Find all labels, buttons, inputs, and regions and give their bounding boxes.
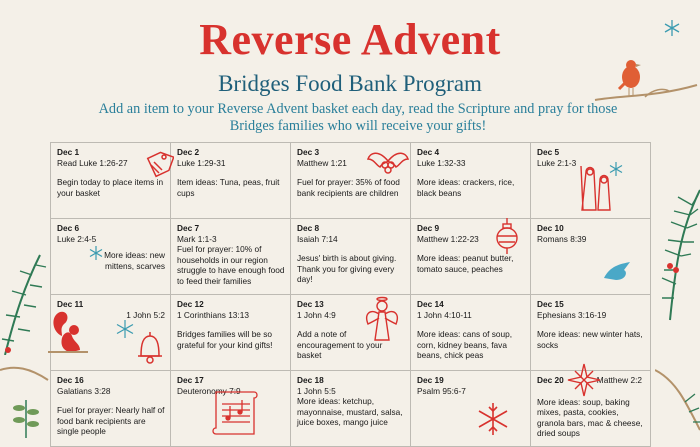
robin-on-branch-icon: [585, 55, 700, 115]
page-title: Reverse Advent: [199, 15, 501, 64]
calendar-day-label: Dec 10: [537, 223, 564, 233]
calendar-day-label: Dec 7: [177, 223, 200, 233]
ornament-icon: [494, 216, 520, 256]
intro-text: Add an item to your Reverse Advent basket each day, read the Scripture and pray for those Bridges families who will receive your gifts!: [98, 101, 618, 134]
day-note: More ideas: new winter hats, socks: [537, 329, 643, 350]
calendar-day-label: Dec 1: [57, 147, 80, 157]
calendar-cell: [411, 371, 531, 447]
calendar-cell: [411, 143, 531, 219]
day-note: Begin today to place items in your basket: [57, 177, 164, 198]
bell-icon: [135, 330, 165, 364]
scripture-reference: Isaiah 7:14: [297, 233, 338, 244]
calendar-day-label: Dec 19: [417, 375, 444, 385]
scripture-reference: 1 John 4:10-11: [417, 309, 472, 320]
calendar-day-label: Dec 8: [297, 223, 320, 233]
angel-icon: [362, 296, 402, 342]
calendar-day-label: Dec 13: [297, 299, 324, 309]
scripture-reference: Matthew 2:2: [596, 375, 642, 385]
snowflake-icon: [662, 18, 682, 38]
scripture-reference: Galatians 3:28: [57, 385, 111, 396]
gift-tag-icon: [140, 148, 174, 182]
day-note: Item ideas: Tuna, peas, fruit cups: [177, 177, 280, 198]
day-note: More ideas: ketchup, mayonnaise, mustard, salsa, juice boxes, mango juice: [297, 396, 403, 428]
day-note: More ideas: peanut butter, tomato sauce, peaches: [417, 253, 514, 274]
calendar-cell: [51, 371, 171, 447]
music-scroll-icon: [208, 386, 264, 438]
scripture-reference: 1 John 5:2: [126, 310, 165, 320]
scripture-reference: 1 Corinthians 13:13: [177, 309, 249, 320]
scripture-reference: Luke 2:4-5: [57, 233, 97, 244]
snowflake-icon: [87, 244, 105, 262]
advent-calendar-grid: [50, 142, 651, 447]
star-icon: [566, 362, 602, 398]
pine-branch-right-icon: [655, 340, 700, 438]
scripture-reference: Matthew 1:21: [297, 157, 347, 168]
branch-left-icon: [0, 340, 50, 390]
scripture-reference: Matthew 1:22-23: [417, 233, 479, 244]
snowflake-icon: [114, 318, 136, 340]
calendar-cell: [291, 371, 411, 447]
scripture-reference: 1 John 5:5: [297, 385, 336, 396]
day-note: Fuel for prayer: 35% of food bank recipients are children: [297, 177, 400, 198]
pine-branch-left-icon: [0, 245, 50, 355]
calendar-day-label: Dec 11: [57, 299, 84, 309]
calendar-cell: [411, 295, 531, 371]
scripture-reference: Ephesians 3:16-19: [537, 309, 607, 320]
scripture-reference: Romans 8:39: [537, 233, 587, 244]
calendar-cell: [531, 295, 651, 371]
calendar-day-label: Dec 16: [57, 375, 84, 385]
calendar-day-label: Dec 3: [297, 147, 320, 157]
calendar-day-label: Dec 18: [297, 375, 324, 385]
snowflake-icon: [607, 160, 625, 178]
calendar-day-label: Dec 14: [417, 299, 444, 309]
day-note: Bridges families will be so grateful for your kind gifts!: [177, 329, 273, 350]
snowflake-icon: [474, 400, 512, 438]
calendar-day-label: Dec 20: [537, 375, 564, 385]
page-subtitle: Bridges Food Bank Program: [218, 71, 482, 96]
day-note: Fuel for prayer: 10% of households in our region struggle to have enough food to feed their families: [177, 244, 285, 286]
holly-icon: [366, 143, 410, 177]
calendar-cell: [171, 219, 291, 295]
calendar-day-label: Dec 6: [57, 223, 80, 233]
calendar-day-label: Dec 12: [177, 299, 204, 309]
scripture-reference: Deuteronomy 7:9: [177, 385, 241, 396]
day-note: More ideas: new mittens, scarves: [104, 250, 165, 271]
calendar-day-label: Dec 15: [537, 299, 564, 309]
calendar-day-label: Dec 9: [417, 223, 440, 233]
scripture-reference: Luke 1:29-31: [177, 157, 226, 168]
calendar-cell: [171, 143, 291, 219]
scripture-reference: Luke 2:1-3: [537, 157, 577, 168]
calendar-day-label: Dec 17: [177, 375, 204, 385]
leaf-sprig-icon: [4, 392, 48, 438]
calendar-cell: [51, 219, 171, 295]
calendar-cell: [171, 295, 291, 371]
calendar-day-label: Dec 5: [537, 147, 560, 157]
scripture-reference: Luke 1:32-33: [417, 157, 466, 168]
day-note: Jesus' birth is about giving. Thank you for giving every day!: [297, 253, 397, 285]
scripture-reference: Read Luke 1:26-27: [57, 157, 128, 168]
day-note: More ideas: soup, baking mixes, pasta, cookies, granola bars, mac & cheese, dried soups: [537, 396, 643, 439]
scripture-reference: Mark 1:1-3: [177, 233, 217, 244]
scripture-reference: Psalm 95:6-7: [417, 385, 466, 396]
day-note: Add a note of encouragement to your basket: [297, 329, 383, 361]
calendar-cell: [531, 219, 651, 295]
calendar-cell: [291, 219, 411, 295]
calendar-day-label: Dec 2: [177, 147, 200, 157]
squirrel-icon: [48, 306, 88, 354]
day-note: Fuel for prayer: Nearly half of food bank recipients are single people: [57, 405, 165, 437]
scripture-reference: 1 John 4:9: [297, 309, 336, 320]
calendar-day-label: Dec 4: [417, 147, 440, 157]
day-note: More ideas: cans of soup, corn, kidney beans, fava beans, chick peas: [417, 329, 513, 361]
day-note: More ideas: crackers, rice, black beans: [417, 177, 515, 198]
